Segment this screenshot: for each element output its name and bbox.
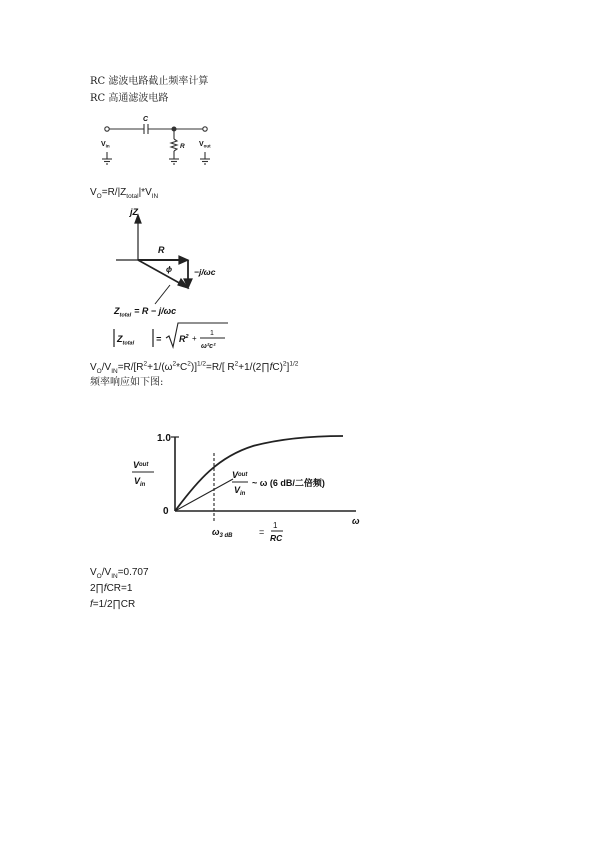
equation-magnitude-ratio: $V_O/V_{IN}=R/[R^2+1/(\omega^2*C^2)]^{1/2}=R/$[ $R^2+1/(2\prod fC)^2]^{1/2}$	[90, 360, 299, 375]
jz-axis-label: jZ	[130, 207, 138, 217]
imag-component-label: −j/ωc	[194, 267, 216, 277]
svg-text:R2: $R^2$	[179, 334, 189, 344]
y-tick-1: 1.0	[157, 433, 171, 444]
asymptote-label-num: $V^{out}$	[232, 470, 248, 480]
doc-title: RC 滤波电路截止频率计算	[90, 76, 209, 87]
ztotal-equation: $Z_{total} = R - j/\omega c$	[114, 306, 177, 319]
svg-text:=: =	[156, 334, 162, 344]
ztotal-mag-num: 1	[210, 330, 214, 337]
result-cutoff-formula: f=1/2∏CR	[90, 599, 136, 610]
vout-label: V	[199, 141, 204, 148]
frequency-response-graph	[128, 425, 368, 545]
result-ratio: $V_O/V_{IN}=0.707$	[90, 567, 149, 580]
asymptote-slope-text: ~ ω (6 dB/二倍频)	[252, 478, 325, 488]
vout-sub: out	[203, 143, 211, 149]
svg-text:Vin	[101, 141, 110, 149]
asymptote-label-den: $V_{in}$	[234, 485, 246, 497]
vin-label: V	[101, 141, 106, 148]
capacitor-label: C	[143, 116, 149, 123]
rc-highpass-circuit-diagram	[95, 112, 225, 174]
ztotal-mag-r: R	[179, 334, 186, 344]
x-axis-label: ω	[352, 516, 360, 526]
resistor-label: R	[180, 143, 185, 150]
equation-vo-ratio: $V_O=R/|Z_{total}|*V_{IN}$	[90, 187, 159, 200]
y-axis-label-num: $V^{out}$	[133, 460, 149, 470]
ztotal-mag-den: ω²c²	[201, 343, 216, 350]
cutoff-den: RC	[270, 533, 283, 543]
vin-sub: in	[105, 143, 110, 149]
ztotal-magnitude-lhs: $Z_{total}$	[117, 334, 135, 347]
doc-subtitle: RC 高通滤波电路	[90, 93, 169, 104]
impedance-phasor-diagram	[108, 205, 238, 355]
cutoff-eq: =	[259, 527, 265, 537]
cutoff-num: 1	[273, 521, 278, 530]
y-tick-0: 0	[163, 506, 169, 517]
phi-angle-label: ϕ	[166, 265, 173, 274]
freq-response-intro: 频率响应如下图:	[90, 377, 164, 388]
r-vector-label: R	[158, 245, 165, 255]
svg-text:Vout	[199, 141, 211, 149]
y-axis-label-den: $V_{in}$	[134, 476, 146, 488]
cutoff-label: $\omega_{3 dB}$	[212, 527, 233, 539]
ztotal-mag-plus: +	[192, 334, 197, 343]
result-condition: 2∏fCR=1	[90, 583, 133, 594]
